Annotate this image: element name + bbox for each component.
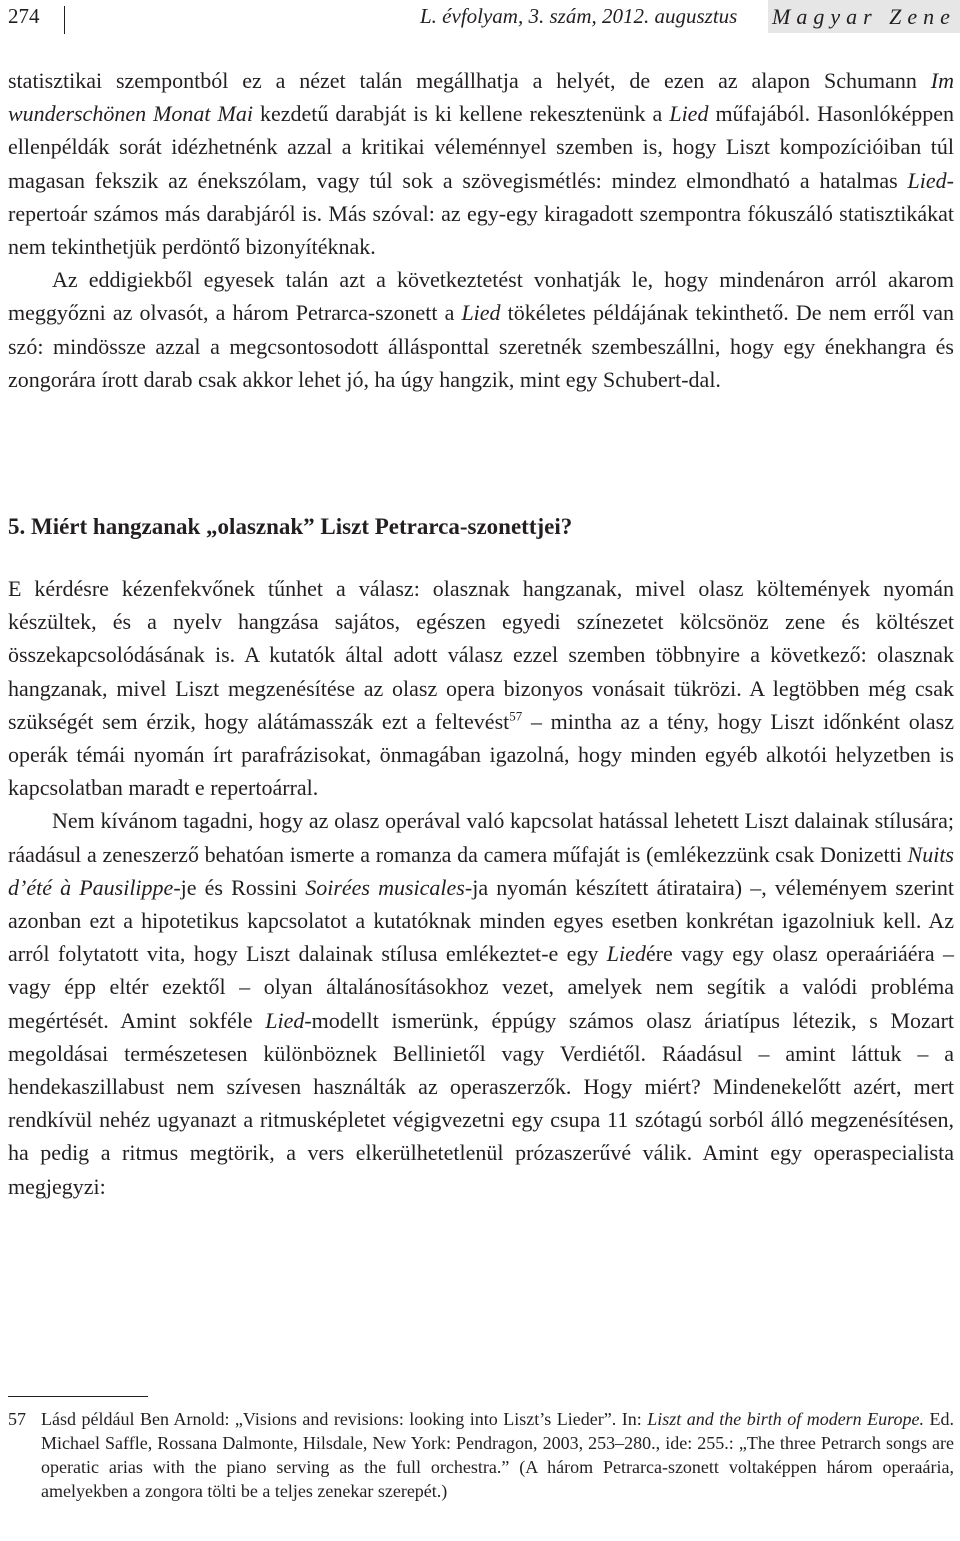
footnote-number: 57	[8, 1409, 26, 1429]
section-heading: 5. Miért hangzanak „olasznak” Liszt Petrarca-szonettjei?	[8, 514, 573, 539]
issue-info: L. évfolyam, 3. szám, 2012. augusztus	[420, 4, 738, 28]
footnote-text: Lásd például Ben Arnold: „Visions and revisions: looking into Liszt’s Lieder”. In: Liszt and the birth of modern Europe. Ed. Michael Saffle, Rossana Dalmonte, Hilsdale, New York: Pendragon, 2003, 253–280., ide: 255.: „The three Petrarch songs are operatic arias with the piano serving as the full orchestra.” (A három Petrarca-szonett voltaképpen három operaária, amelyekben a zongora tölti be a teljes zenekar szerepét.)	[41, 1409, 954, 1501]
paragraph: Az eddigiekből egyesek talán azt a következtetést vonhatják le, hogy mindenáron arról akarom meggyőzni az olvasót, a három Petrarca-szonett a Lied tökéletes példájának tekinthető. De nem erről van szó: mindössze azzal a megcsontosodott állásponttal szeretnék szembeszállni, hogy egy énekhangra és zongorára írott darab csak akkor lehet jó, ha úgy hangzik, mint egy Schubert-dal.	[8, 267, 954, 392]
paragraph: statisztikai szempontból ez a nézet talán megállhatja a helyét, de ezen az alapon Schumann Im wunderschönen Monat Mai kezdetű darabját is ki kellene rekesztenünk a Lied műfajából. Hasonlóképpen ellenpéldák sorát idézhetnénk azzal a kritikai véleménnyel szemben is, hogy Liszt kompozícióiban túl magasan fekszik az énekszólam, vagy túl sok a szövegismétlés: mindez elmondható a hatalmas Lied-repertoár számos más darabjáról is. Más szóval: az egy-egy kiragadott szempontra fókuszáló statisztikákat nem tekinthetjük perdöntő bizonyítéknak.	[8, 68, 954, 260]
paragraph: E kérdésre kézenfekvőnek tűnhet a válasz: olasznak hangzanak, mivel olasz költemények nyomán készültek, és a nyelv hangzása sajátos, egészen egyedi színezetet kölcsönöz zene és költészet összekapcsolódásának is. A kutatók által adott válasz ezzel szemben többnyire a következő: olasznak hangzanak, mivel Liszt megzenésítése az olasz opera bizonyos vonásait tükrözi. A legtöbben még csak szükségét sem érzik, hogy alátámasszák ezt a feltevést$^{57}$ – mintha az a tény, hogy Liszt időnként olasz operák témái nyomán írt parafrázisokat, önmagában igazolná, hogy minden egyéb alkotói helyzetben is kapcsolatban maradt e repertoárral.	[8, 576, 954, 801]
paragraph: Nem kívánom tagadni, hogy az olasz operával való kapcsolat hatással lehetett Liszt dalainak stílusára; ráadásul a zeneszerző behatóan ismerte a romanza da camera műfaját is (emlékezzünk csak Donizetti Nuits d’été à Pausilippe-je és Rossini Soirées musicales-ja nyomán készített átirataira) –, véleményem szerint azonban ezt a hipotetikus kapcsolatot a kutatóknak minden egyes esetben konkrétan igazolniuk kell. Az arról folytatott vita, hogy Liszt dalainak stílusa emlékeztet-e egy Liedére vagy egy olasz operaáriáéra – vagy épp eltér ezektől – olyan általánosításokhoz vezet, amelyek nem segítik a valódi probléma megértését. Amint sokféle Lied-modellt ismerünk, éppúgy számos olasz áriatípus létezik, s Mozart megoldásai természetesen különböznek Bellinietől vagy Verdiétől. Ráadásul – amint láttuk – a hendekaszillabust nem szívesen használták az operaszerzők. Hogy miért? Mindenekelőtt azért, mert rendkívül nehéz ugyanazt a ritmusképletet végigvezetni egy csupa 11 szótagú sorból álló megzenésítésen, ha pedig a ritmus megtörik, a vers elkerülhetetlenül prózaszerűvé válik. Amint egy operaspecialista megjegyzi:	[8, 808, 955, 1199]
running-header	[0, 0, 960, 40]
journal-title: Magyar Zene	[768, 0, 960, 33]
section-1-text	[8, 64, 954, 396]
header-divider	[64, 6, 65, 34]
section-2-text	[8, 572, 954, 1203]
footnote	[8, 1407, 954, 1503]
footnote-reference[interactable]: 57	[509, 708, 523, 724]
footnote-divider	[8, 1396, 148, 1397]
page-number: 274	[8, 4, 40, 28]
